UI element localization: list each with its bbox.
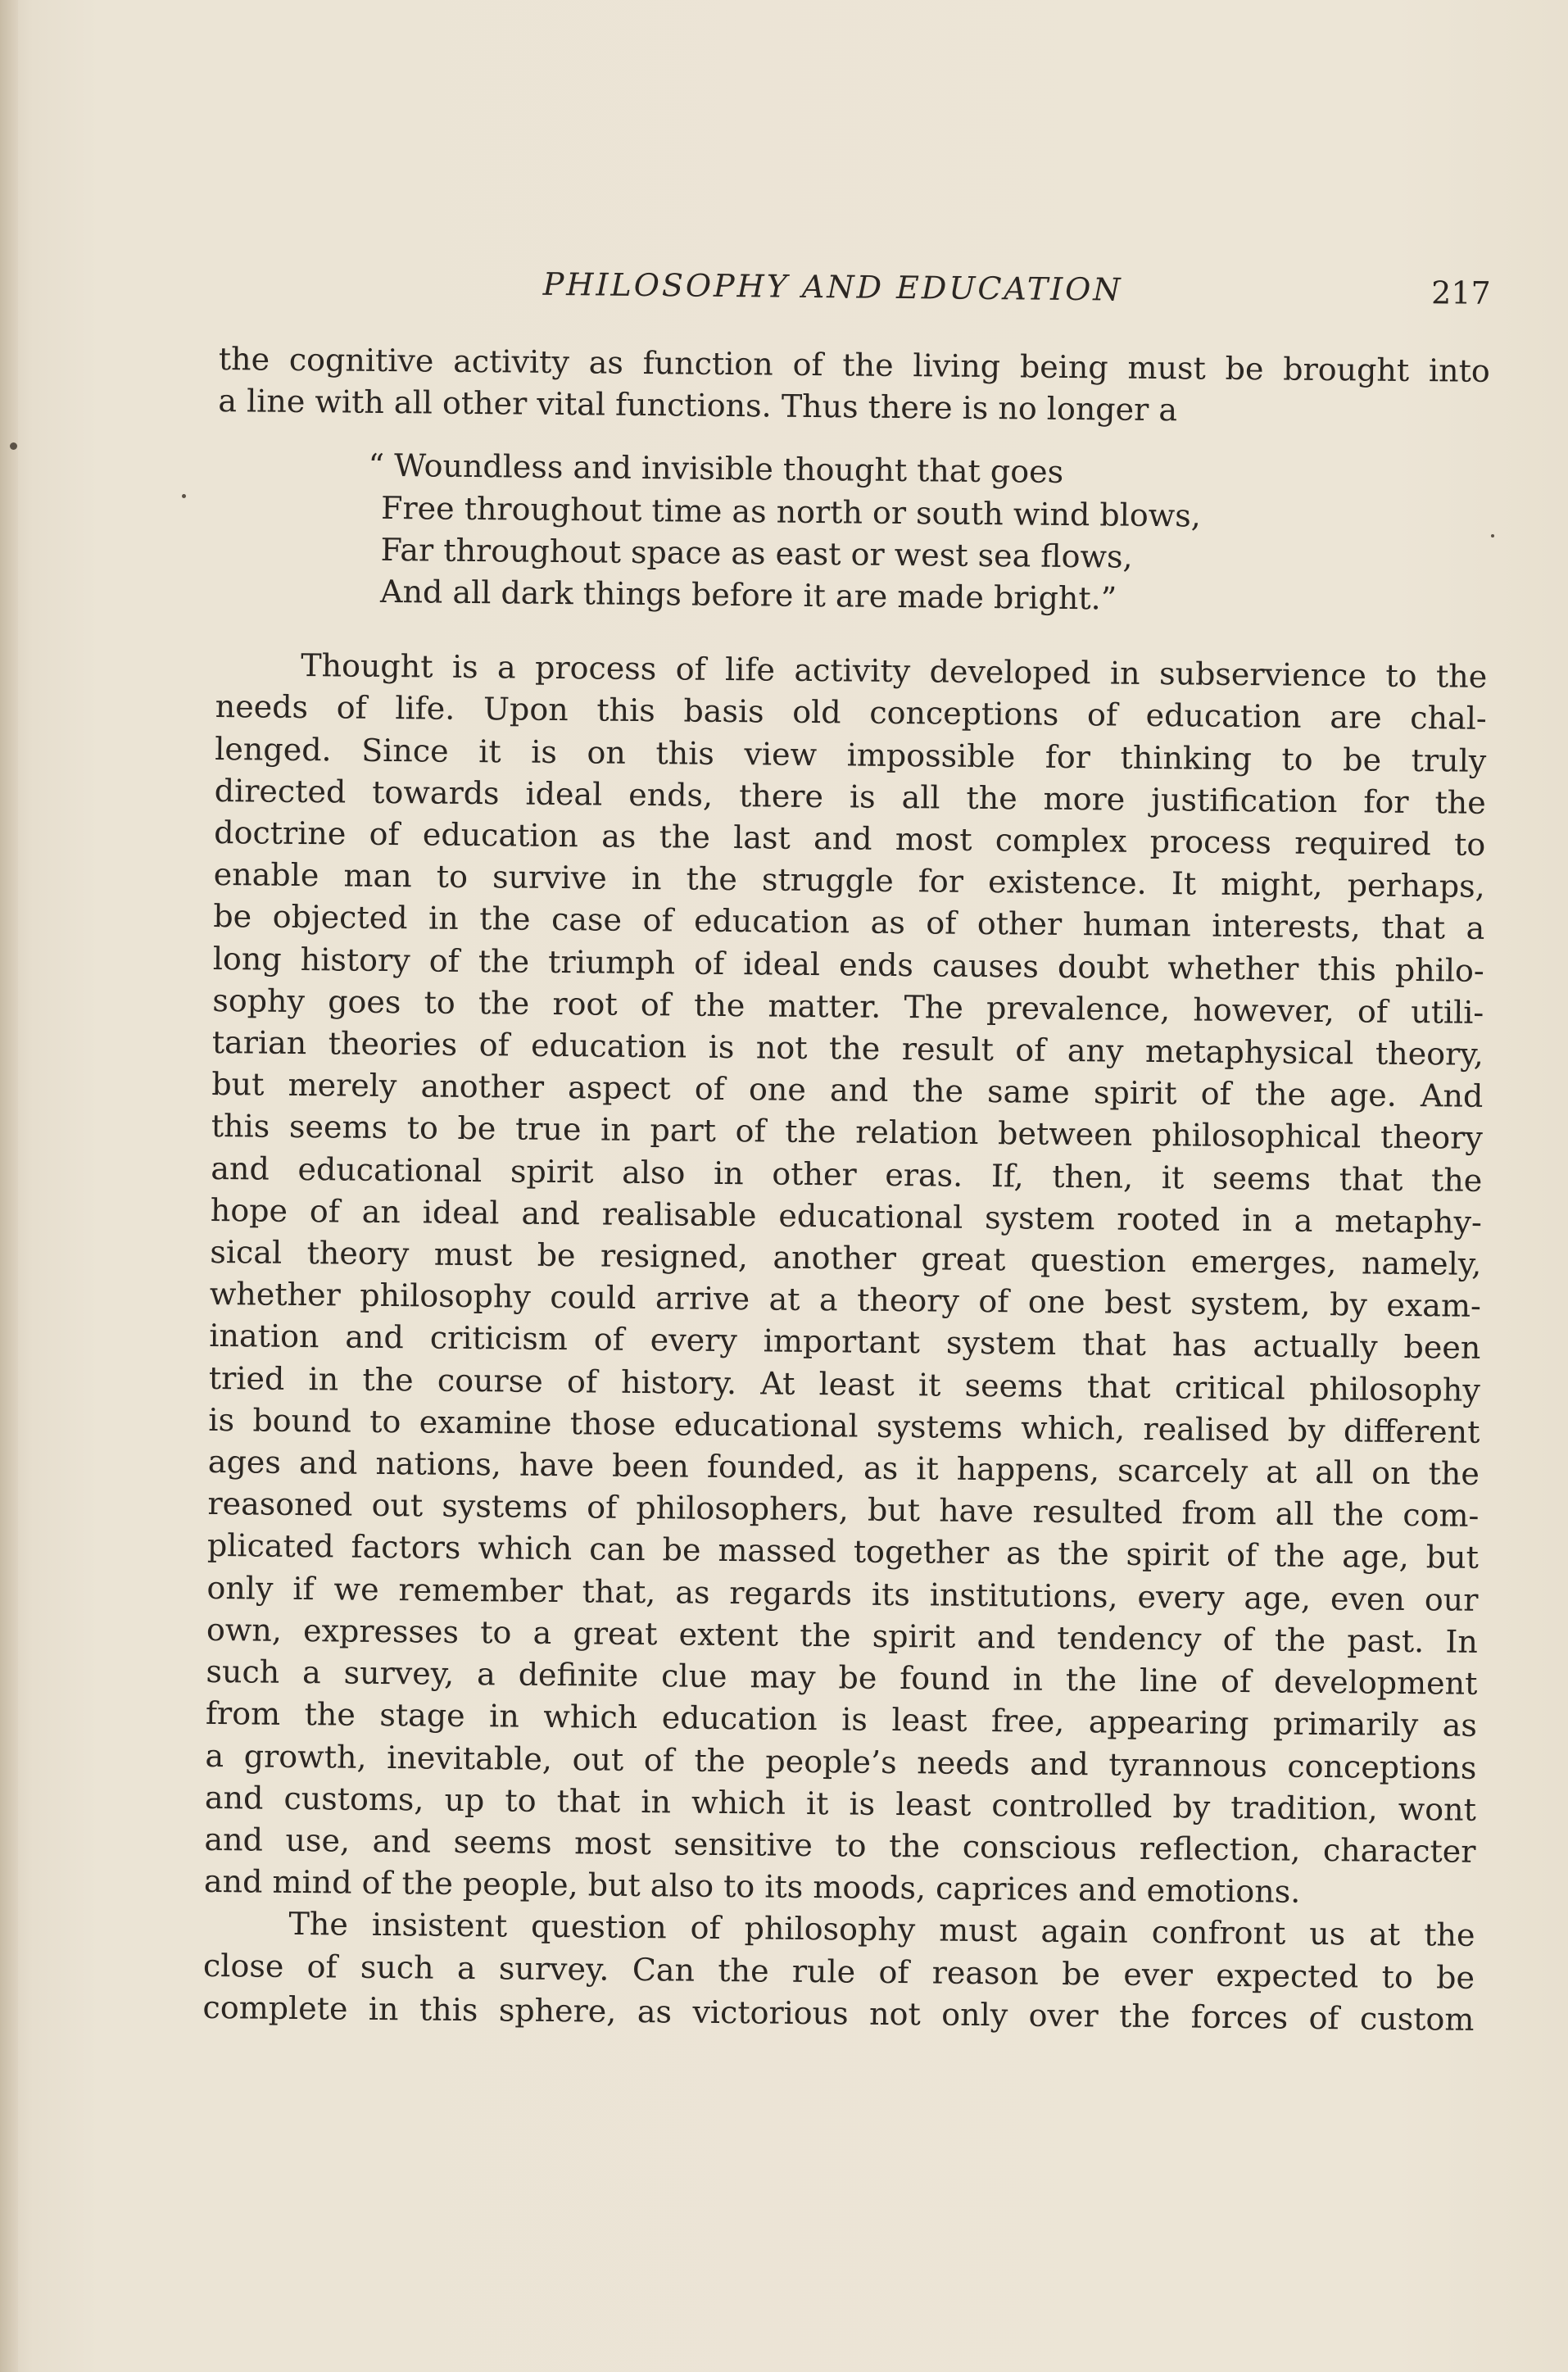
ink-speck [10,442,17,450]
text-line: Thought is a process of life activity developed in subservience to the [301,647,1488,696]
text-line: and educational spirit also in other eras. If, then, it seems that the [211,1150,1483,1199]
text-line: such a survey, a definite clue may be found in the line of development [206,1653,1478,1702]
text-line: and use, and seems most sensitive to the conscious reflection, character [204,1821,1476,1870]
page-number: 217 [1430,274,1491,311]
text-line: the cognitive activity as function of the living being must be brought into [218,340,1490,389]
text-line: a line with all other vital functions. Thus there is no longer a [218,383,1178,429]
text-line: own, expresses to a great extent the spirit and tendency of the past. In [206,1611,1479,1660]
text-line: ages and nations, have been founded, as it happens, scarcely at all on the [207,1444,1480,1492]
text-line: enable man to survive in the struggle for existence. It might, perhaps, [213,856,1485,905]
text-line: doctrine of education as the last and most complex process required to [214,814,1486,863]
text-line: ination and criticism of every important system that has actually been [209,1318,1481,1367]
verse-line: “ Woundless and invisible thought that goes [368,447,1064,491]
text-line: sophy goes to the root of the matter. The prevalence, however, of utili- [212,982,1484,1031]
text-line: tarian theories of education is not the result of any metaphysical theory, [211,1024,1484,1073]
text-line: reasoned out systems of philosophers, but have resulted from all the com- [207,1485,1480,1535]
text-line: and mind of the people, but also to its moods, caprices and emotions. [203,1863,1301,1910]
text-line: this seems to be true in part of the relation between philosophical theory [211,1108,1483,1157]
ink-speck [1491,534,1494,537]
text-line: tried in the course of history. At least it seems that critical philosophy [208,1359,1481,1408]
text-line: be objected in the case of education as of other human interests, that a [213,898,1485,947]
text-line: long history of the triumph of ideal ends causes doubt whether this philo- [212,940,1484,989]
text-line: directed towards ideal ends, there is all the more justification for the [214,772,1486,821]
page-text-block [202,261,1491,2041]
text-line: a growth, inevitable, out of the people’s needs and tyrannous conceptions [205,1737,1477,1786]
text-line: lenged. Since it is on this view impossible for thinking to be truly [215,730,1487,779]
text-line: plicated factors which can be massed together as the spirit of the age, but [206,1527,1480,1576]
text-line: only if we remember that, as regards its institutions, every age, even our [206,1569,1479,1618]
text-line: sical theory must be resigned, another great question emerges, namely, [210,1234,1482,1282]
verse-line: Free throughout time as north or south wind blows, [380,489,1202,534]
text-line: whether philosophy could arrive at a theory of one best system, by exam- [209,1276,1482,1325]
verse-line: Far throughout space as east or west sea flows, [380,531,1133,575]
text-line: but merely another aspect of one and the same spirit of the age. And [211,1066,1484,1115]
ink-speck [182,494,186,498]
text-line: and customs, up to that in which it is least controlled by tradition, wont [204,1779,1477,1828]
text-line: The insistent question of philosophy must again confront us at the [288,1906,1475,1954]
running-title: PHILOSOPHY AND EDUCATION [542,265,1123,308]
text-line: from the stage in which education is least free, appearing primarily as [205,1695,1478,1744]
text-line: complete in this sphere, as victorious not only over the forces of custom [202,1989,1475,2038]
running-head [220,261,1491,315]
text-line: is bound to examine those educational systems which, realised by different [208,1401,1480,1450]
text-line: close of such a survey. Can the rule of reason be ever expected to be [202,1947,1475,1996]
verse-line: And all dark things before it are made bright.” [379,573,1117,617]
paragraph-thought [204,644,1488,1915]
paragraph-insistent-question [202,1903,1475,2041]
page-gutter [0,0,18,2372]
paragraph-continued [218,338,1490,434]
verse-quotation [368,445,1307,622]
text-line: needs of life. Upon this basis old conceptions of education are chal- [215,688,1487,737]
text-line: hope of an ideal and realisable educational system rooted in a metaphy- [210,1191,1483,1240]
